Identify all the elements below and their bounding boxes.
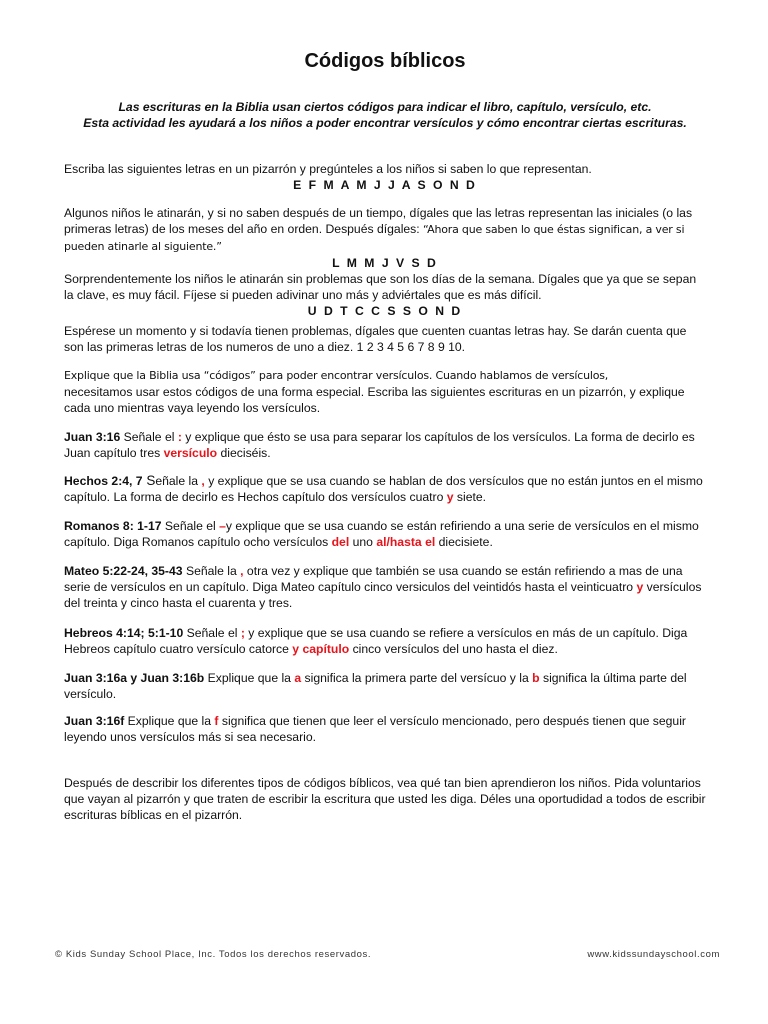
- highlight-word: y: [446, 490, 454, 504]
- example-hechos: [64, 473, 706, 505]
- paragraph-months-explanation: [64, 205, 706, 255]
- example-text: y explique que se usa cuando se hablan de dos versículos que no están juntos en el mismo capítulo. La forma de decirlo es Hechos capítulo dos versículos cuatro: [64, 474, 703, 504]
- scripture-reference: Juan 3:16: [64, 430, 121, 444]
- code-mark: ;: [240, 626, 245, 640]
- example-text: significa que tienen que leer el versículo mencionado, pero después tienen que seguir leyendo unos versículos más si sea necesario.: [64, 714, 686, 744]
- example-text: Señale el: [120, 430, 178, 444]
- intro-line-1: Las escrituras en la Biblia usan ciertos códigos para indicar el libro, capítulo, versículo, etc.: [118, 100, 652, 114]
- code-mark: a: [294, 671, 302, 685]
- example-text: significa la última parte del versículo.: [64, 671, 687, 701]
- example-text: otra vez y explique que también se usa cuando se están refiriendo a mas de una serie de versículos en un capítulo. Diga Mateo capítulo cinco versiculos del veintidós hasta el veinticuatro: [64, 564, 683, 594]
- paragraph-count-text: Espérese un momento y si todavía tienen problemas, dígales que cuenten cuantas letras hay. Se darán cuenta que son las primeras letras de los numeros de uno a diez. 1 2 3 4 5 6 7 8 9 10.: [64, 324, 687, 354]
- highlight-word: del: [331, 535, 350, 549]
- closing-paragraph: [64, 775, 706, 823]
- scripture-reference: Mateo 5:22-24, 35-43: [64, 564, 183, 578]
- example-text: versículos del treinta y cinco hasta el cuarenta y tres.: [64, 580, 702, 610]
- example-text: eñale la: [155, 474, 202, 488]
- example-juan-f: [64, 713, 706, 745]
- paragraph-codes-intro: [64, 367, 706, 416]
- example-mateo: [64, 563, 706, 611]
- example-text: dieciséis.: [217, 446, 271, 460]
- example-text: uno: [349, 535, 377, 549]
- page-title: Códigos bíblicos: [304, 50, 466, 72]
- code-mark: –: [219, 519, 226, 533]
- example-text: Explique que la: [204, 671, 295, 685]
- paragraph-days-explanation: Sorprendentemente los niños le atinarán sin problemas que son los días de la semana. Dígales que ya que se sepan la clave, es muy fácil. Fíjese si pueden adivinar uno más y adviértales que es más difícil.: [64, 272, 697, 302]
- example-text: Explique que la: [124, 714, 215, 728]
- highlight-word: y capítulo: [292, 642, 350, 656]
- example-text: S: [142, 473, 156, 488]
- scripture-reference: Romanos 8: 1-17: [64, 519, 162, 533]
- section-months: [64, 161, 706, 193]
- code-mark: f: [214, 714, 219, 728]
- code-mark: ,: [201, 474, 205, 488]
- footer-copyright: © Kids Sunday School Place, Inc. Todos los derechos reservados.: [55, 949, 372, 960]
- paragraph-count-letters: [64, 323, 706, 355]
- example-text: y explique que se usa cuando se refiere a versículos en más de un capítulo. Diga Hebreos capítulo cuatro versículo catorce: [64, 626, 688, 656]
- example-text: siete.: [453, 490, 487, 504]
- intro-subtitle: [64, 99, 706, 131]
- code-mark: b: [532, 671, 540, 685]
- example-text: y explique que ésto se usa para separar los capítulos de los versículos. La forma de decirlo es Juan capítulo tres: [64, 430, 695, 460]
- section-days-numbers: [64, 205, 706, 319]
- example-text: y explique que se usa cuando se están refiriendo a una serie de versículos en el mismo capítulo. Diga Romanos capítulo ocho versículos: [64, 519, 699, 549]
- intro-line-2: Esta actividad les ayudará a los niños a poder encontrar versículos y cómo encontrar ciertas escrituras.: [83, 116, 687, 130]
- scripture-reference: Hebreos 4:14; 5:1-10: [64, 626, 184, 640]
- letters-months: E F M A M J J A S O N D: [293, 178, 477, 192]
- code-mark: :: [177, 430, 182, 444]
- example-text: Señale el: [161, 519, 220, 533]
- example-text: diecisiete.: [435, 535, 493, 549]
- example-text: significa la primera parte del versícuo y la: [301, 671, 533, 685]
- example-romanos: [64, 518, 706, 550]
- footer-website: www.kidssundayschool.com: [587, 949, 720, 960]
- scripture-reference: Juan 3:16f: [64, 714, 125, 728]
- quote-text: “Ahora que saben lo que éstas significan, a ver si pueden atinarle al siguiente.”: [64, 223, 685, 253]
- paragraph-intro-letters: Escriba las siguientes letras en un pizarrón y pregúnteles a los niños si saben lo que representan.: [64, 162, 592, 176]
- highlight-word: al/hasta el: [376, 535, 436, 549]
- highlight-word: versículo: [163, 446, 218, 460]
- example-hebreos: [64, 625, 706, 657]
- codes-intro-rest: necesitamos usar estos códigos de una forma especial. Escriba las siguientes escrituras en un pizarrón, y explique cada uno mientras vaya leyendo los versículos.: [64, 385, 685, 415]
- scripture-reference: Juan 3:16a y Juan 3:16b: [64, 671, 205, 685]
- letters-numbers: U D T C C S S O N D: [307, 304, 463, 318]
- example-text: cinco versículos del uno hasta el diez.: [349, 642, 558, 656]
- letters-days: L M M J V S D: [332, 256, 438, 270]
- scripture-reference: Hechos 2:4, 7: [64, 474, 143, 488]
- code-mark: ,: [240, 564, 244, 578]
- highlight-word: y: [636, 580, 644, 594]
- example-text: Señale el: [183, 626, 241, 640]
- codes-intro-line1: Explique que la Biblia usa “códigos” para poder encontrar versículos. Cuando hablamos de versículos,: [64, 369, 609, 382]
- example-text: Señale la: [182, 564, 241, 578]
- closing-text: Después de describir los diferentes tipos de códigos bíblicos, vea qué tan bien aprendieron los niños. Pida voluntarios que vayan al pizarrón y que traten de escribir la escritura que usted les diga. Déles una oportudidad a todos de escribir escrituras bíblicas en el pizarrón.: [64, 776, 706, 822]
- paragraph-months-text: Algunos niños le atinarán, y si no saben después de un tiempo, dígales que las letras representan las iniciales (o las primeras letras) de los meses del año en orden. Después dígales:: [64, 206, 693, 236]
- example-juan-3-16: [64, 429, 706, 461]
- example-juan-a-b: [64, 670, 706, 702]
